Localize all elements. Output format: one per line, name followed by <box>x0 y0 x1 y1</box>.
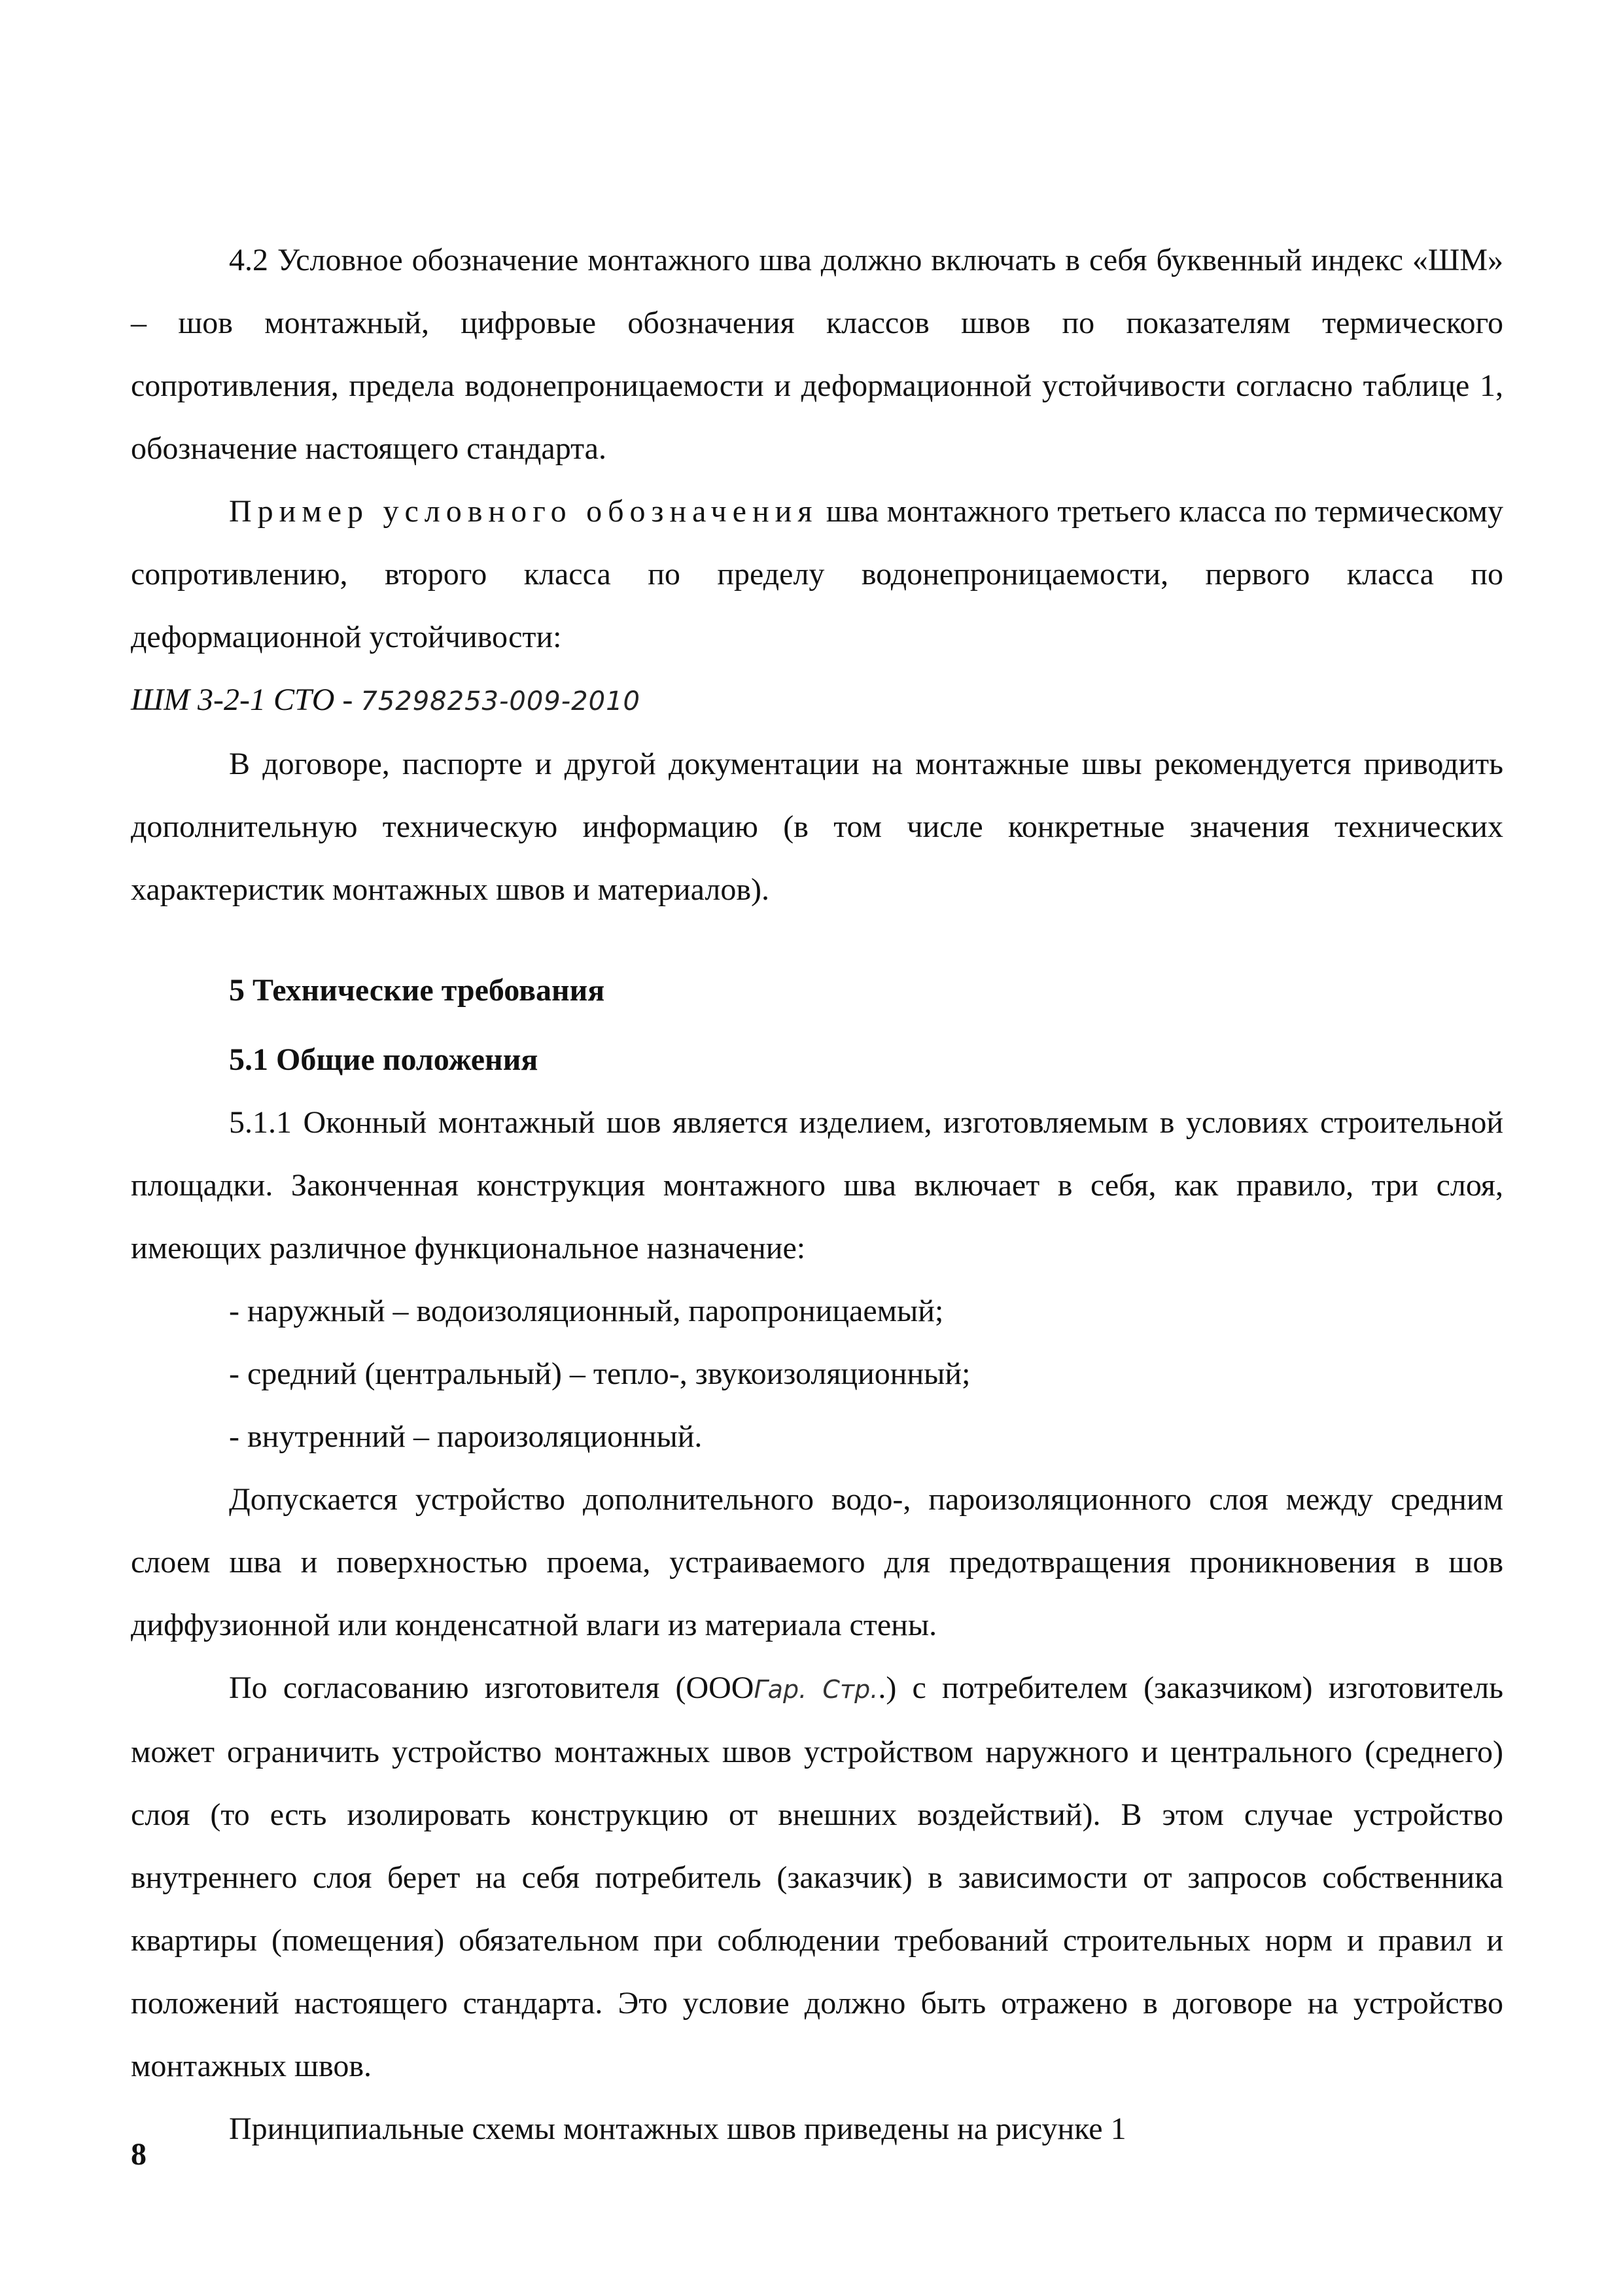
section-5-heading: 5 Технические требования <box>229 973 605 1008</box>
paragraph-contract: В договоре, паспорте и другой документации на монтажные швы рекомендуется приводить дополнительную техническую информацию (в том числе конкретные значения технических характеристик монтажных швов и материалов). <box>131 747 1503 907</box>
designation-printed: ШМ 3-2-1 СТО - <box>131 682 361 717</box>
paragraph-4-2: 4.2 Условное обозначение монтажного шва должно включать в себя буквенный индекс «ШМ» – шов монтажный, цифровые обозначения классов швов по показателям термического сопротивления, предела водонепроницаемости и деформационной устойчивости согласно таблице 1, обозначение настоящего стандарта. <box>131 243 1503 466</box>
layer-item-middle: - средний (центральный) – тепло-, звукоизоляционный; <box>229 1356 971 1391</box>
paragraph-additional-layer: Допускается устройство дополнительного водо-, пароизоляционного слоя между средним слоем шва и поверхностью проема, устраиваемого для предотвращения проникновения в шов диффузионной или конденсатной влаги из материала стены. <box>131 1482 1503 1642</box>
agreement-text-before: По согласованию изготовителя (ООО <box>229 1670 754 1705</box>
company-name-handwritten: Гар. Стр. <box>754 1675 879 1704</box>
designation-handwritten: 75298253-009-2010 <box>360 686 640 716</box>
designation-formula <box>131 669 1503 733</box>
agreement-text-after: .) с потребителем (заказчиком) изготовитель может ограничить устройство монтажных швов устройством наружного и центрального (среднего) слоя (то есть изолировать конструкцию от внешних воздействий). В этом случае устройство внутреннего слоя берет на себя потребитель (заказчик) в зависимости от запросов собственника квартиры (помещения) обязательном при соблюдении требований строительных норм и правил и положений настоящего стандарта. Это условие должно быть отражено в договоре на устройство монтажных швов. <box>131 1670 1504 2083</box>
layer-item-inner: - внутренний – пароизоляционный. <box>229 1419 703 1454</box>
example-lead: Пример условного обозначения <box>229 494 818 529</box>
section-5-1-heading: 5.1 Общие положения <box>229 1042 538 1077</box>
example-paragraph <box>131 480 1503 669</box>
layer-item-outer: - наружный – водоизоляционный, паропроницаемый; <box>229 1294 944 1328</box>
paragraph-5-1-1: 5.1.1 Оконный монтажный шов является изделием, изготовляемым в условиях строительной площадки. Законченная конструкция монтажного шва включает в себя, как правило, три слоя, имеющих различное функциональное назначение: <box>131 1105 1503 1265</box>
paragraph-schemes: Принципиальные схемы монтажных швов приведены на рисунке 1 <box>229 2111 1126 2146</box>
paragraph-agreement <box>131 1657 1503 2098</box>
example-text: шва монтажного третьего класса по термическому сопротивлению, второго класса по пределу водонепроницаемости, первого класса по деформационной устойчивости: <box>131 494 1503 654</box>
page-content <box>131 229 1503 2161</box>
page-number: 8 <box>131 2137 147 2172</box>
